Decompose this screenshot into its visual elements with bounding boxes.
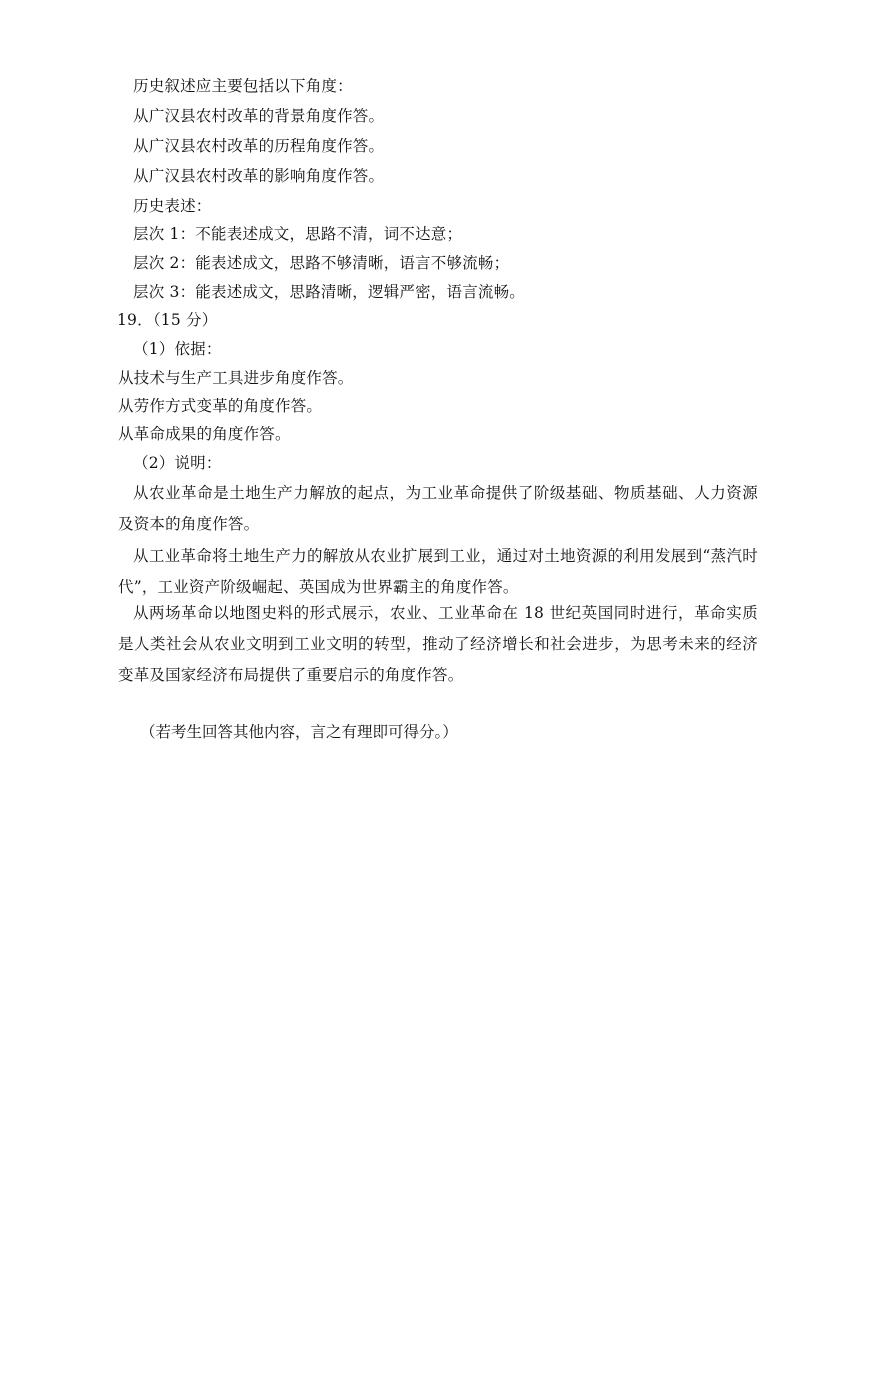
part-2-paragraph-map-sources: 从两场革命以地图史料的形式展示，农业、工业革命在 18 世纪英国同时进行，革命实质是人类社会从农业文明到工业文明的转型，推动了经济增长和社会进步，为思考未来的经济变革及国家经济布局提供了重要启示的角度作答。 xyxy=(118,604,758,684)
angle-process: 从广汉县农村改革的历程角度作答。 xyxy=(133,137,385,155)
part-2-heading: （2）说明： xyxy=(133,454,222,472)
part-1-heading: （1）依据： xyxy=(133,340,222,358)
level-3: 层次 3：能表述成文，思路清晰，逻辑严密，语言流畅。 xyxy=(133,283,525,301)
grading-footnote: （若考生回答其他内容，言之有理即可得分。） xyxy=(140,723,458,741)
angle-background: 从广汉县农村改革的背景角度作答。 xyxy=(133,107,385,125)
angle-impact: 从广汉县农村改革的影响角度作答。 xyxy=(133,167,385,185)
level-2: 层次 2：能表述成文，思路不够清晰，语言不够流畅； xyxy=(133,254,510,272)
part-1-item-results: 从革命成果的角度作答。 xyxy=(118,425,291,443)
part-2-paragraph-industrial: 从工业革命将土地生产力的解放从农业扩展到工业，通过对土地资源的利用发展到“蒸汽时代”，工业资产阶级崛起、英国成为世界霸主的角度作答。 xyxy=(118,547,758,596)
history-expression-heading: 历史表述： xyxy=(133,197,212,215)
question-19-heading: 19．（15 分） xyxy=(117,311,218,329)
part-1-item-technology: 从技术与生产工具进步角度作答。 xyxy=(118,369,354,387)
level-1: 层次 1：不能表述成文，思路不清，词不达意； xyxy=(133,225,463,243)
part-2-paragraph-agricultural: 从农业革命是土地生产力解放的起点，为工业革命提供了阶级基础、物质基础、人力资源及资本的角度作答。 xyxy=(118,484,758,533)
part-1-item-labor: 从劳作方式变革的角度作答。 xyxy=(118,397,323,415)
history-narrative-intro: 历史叙述应主要包括以下角度： xyxy=(133,77,353,95)
